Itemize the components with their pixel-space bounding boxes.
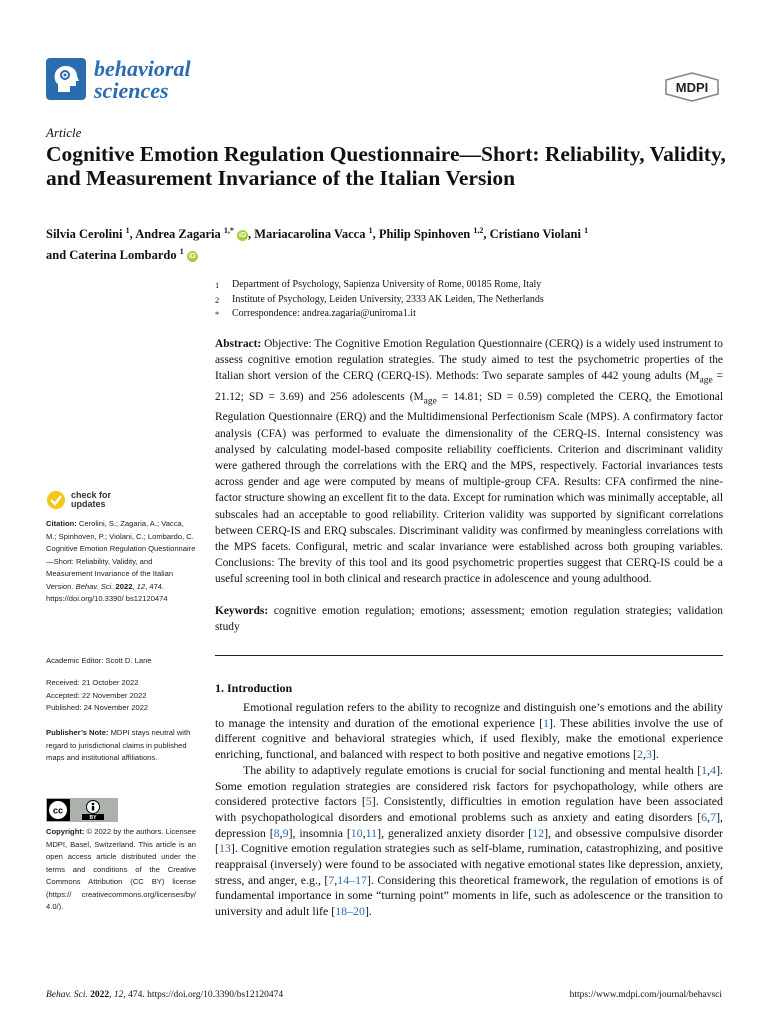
- affiliation-superscript: 1: [584, 226, 589, 235]
- citation-link[interactable]: 18–20: [335, 904, 365, 919]
- citation-link[interactable]: 3: [645, 747, 652, 762]
- author-name: Philip Spinhoven: [378, 227, 474, 242]
- author-separator: ,: [248, 227, 255, 242]
- journal-name-line2: sciences: [94, 78, 169, 103]
- author-name: Cristiano Violani: [489, 227, 585, 242]
- paragraph-text: ]. Considering this theoretical framework, the regulation of emotions is of fundamental importance in some “turning point” moments in life, such as adolescence or the transition to university and adult life [: [215, 872, 723, 919]
- affiliation-number: 1: [215, 280, 220, 290]
- paragraph-text: ,: [642, 747, 646, 762]
- paragraph-text: ,: [707, 762, 711, 777]
- citation-doi-link[interactable]: , 474. https://doi.org/10.3390/ bs12120474: [46, 581, 168, 603]
- paragraph-text: ,: [334, 872, 338, 887]
- journal-name-line1: behavioral: [94, 56, 191, 81]
- paragraph-text: Emotional regulation refers to the ability to recognize and distinguish one’s emotions and the ability to manage the intensity and duration of the emotional experience [: [215, 700, 723, 730]
- footer-journal-url[interactable]: https://www.mdpi.com/journal/behavsci: [569, 990, 722, 1000]
- introduction-body: [215, 700, 723, 920]
- received-date: Received: 21 October 2022: [46, 678, 139, 687]
- citation-link[interactable]: 11: [365, 825, 378, 840]
- paragraph-text: ]. Consistently, difficulties in emotion regulation have been associated with psychopathological disorders and emotional problems such as anxiety and eating disorders [: [215, 794, 723, 824]
- publisher-note: [46, 727, 196, 765]
- accepted-date: Accepted: 22 November 2022: [46, 690, 147, 700]
- affiliation-superscript: 1: [179, 247, 184, 257]
- paragraph-text: ]. Some emotion regulation strategies are considered risk factors for psychopathology, while others are considered protective factors [: [215, 762, 723, 809]
- citation-text: ,: [132, 581, 137, 591]
- affiliation-text: Institute of Psychology, Leiden University, 2333 AK Leiden, The Netherlands: [232, 293, 544, 305]
- abstract-text: = 14.81; SD = 0.59) completed the CERQ, the Emotional Regulation Questionnaire (ERQ) and the Multidimensional Perfectionism Scale (MPS). A confirmatory factor analysis (CFA) was performed to evaluate the dimensionality of the CERQ-IS. Internal consistency was analysed by calculating model-based composite reliability coefficients. Criterion and discriminant validity were gathered through the correlations with the ERQ and the MPS, respectively. Factorial invariances tests across gender and age were computed by means of multiple-group CFA. Results: CFA confirmed the nine-factor structure showing an excellent fit to the data. Except for rumination which was minimally acceptable, all subscales had an acceptable to good reliability. Criterion validity was supported by significant correlations between CERQ-IS and ERQ subscales. Discriminant validity was confirmed by meaningless correlations with the MPS facets. Configural, metric and scalar invariance were established across both grouping variables. Conclusions: The brevity of this tool and its good psychometric properties suggest that CERQ-IS could be a useful screening tool in both clinical and research practice in adolescence and young adulthood.: [215, 390, 723, 586]
- affiliation-number: 2: [215, 294, 220, 305]
- author-separator: ,: [483, 227, 490, 242]
- abstract-subscript: age: [699, 375, 713, 386]
- citation-link[interactable]: 7: [710, 809, 717, 824]
- author-list: [46, 222, 726, 264]
- orcid-icon[interactable]: iD: [239, 231, 246, 239]
- citation-link[interactable]: 13: [218, 841, 231, 856]
- journal-name: [94, 58, 191, 102]
- footer-text: ,: [109, 990, 114, 1000]
- citation-text: Cerolini, S.; Zagaria, A.; Vacca, M.; Spinhoven, P.; Violani, C.; Lombardo, C. Cognitive Emotion Regulation Questionnaire—Short: Reliability, Validity, and Measurement Invariance of the Italian Version.: [46, 519, 196, 591]
- check-updates-line: updates: [71, 499, 106, 509]
- check-updates-label: [71, 491, 111, 509]
- copyright-label: Copyright:: [46, 827, 85, 836]
- cc-badge-label: BY: [89, 815, 97, 821]
- keywords: [215, 603, 723, 635]
- citation-link[interactable]: 7: [328, 872, 335, 887]
- citation-link[interactable]: 5: [365, 794, 372, 809]
- copyright-text: © 2022 by the authors. Licensee MDPI, Basel, Switzerland. This article is an open access article distributed under the terms and conditions of the Creative Commons Attribution (CC BY) license (https:// creativecommons.org/licenses/by/ 4.0/).: [46, 827, 196, 911]
- paragraph-text: ,: [279, 825, 283, 840]
- academic-editor: Academic Editor: Scott D. Lane: [46, 656, 152, 665]
- affiliation-item: [215, 307, 725, 322]
- publisher-note-text: MDPI stays neutral with regard to jurisdictional claims in published maps and institutional affiliations.: [46, 728, 191, 762]
- paragraph-text: ], generalized anxiety disorder [: [377, 825, 533, 840]
- affiliation-number: *: [215, 309, 220, 319]
- footer-journal: Behav. Sci.: [46, 990, 88, 1000]
- abstract: [215, 336, 723, 588]
- citation-link[interactable]: 10: [350, 825, 363, 840]
- paragraph-text: ], insomnia [: [288, 825, 351, 840]
- citation-link[interactable]: 9: [282, 825, 289, 840]
- published-date: Published: 24 November 2022: [46, 703, 149, 712]
- citation-link[interactable]: 1: [701, 762, 708, 777]
- author-name: Mariacarolina Vacca: [254, 227, 369, 242]
- citation-link[interactable]: 8: [273, 825, 280, 840]
- keywords-label: Keywords:: [215, 605, 269, 617]
- orcid-icon[interactable]: iD: [188, 252, 196, 260]
- cc-by-license-icon[interactable]: [46, 798, 118, 822]
- abstract-text: Objective: The Cognitive Emotion Regulation Questionnaire (CERQ) is a widely used instrument to assess cognitive emotion regulation strategies. The study aimed to test the psychometric properties of the Italian short version of the CERQ (CERQ-IS). Methods: Two separate samples of 442 young adults (M: [215, 338, 723, 383]
- citation-link[interactable]: 1: [543, 715, 550, 730]
- author-line: [46, 243, 726, 264]
- abstract-text: = 21.12; SD = 3.69) and 256 adolescents (M: [215, 370, 723, 403]
- abstract-subscript: age: [423, 396, 437, 407]
- paragraph-text: ,: [362, 825, 366, 840]
- footer-doi-link[interactable]: , 474. https://doi.org/10.3390/bs12120474: [123, 990, 284, 1000]
- article-title: Cognitive Emotion Regulation Questionnaire—Short: Reliability, Validity, and Measurement Invariance of the Italian Version: [46, 142, 726, 190]
- check-updates-line: check for: [71, 490, 112, 500]
- paragraph-text: ]. These abilities involve the use of different cognitive and behavioral strategies which, if used flexibly, make the emotional experience enriching, functional, and balanced with respect to both positive and negative emotions [: [215, 715, 723, 762]
- citation-link[interactable]: 6: [701, 809, 708, 824]
- article-type: Article: [46, 125, 82, 140]
- author-separator: ,: [372, 227, 379, 242]
- publication-dates: [46, 677, 196, 715]
- paragraph-text: ].: [364, 904, 372, 919]
- intro-paragraph: [215, 700, 723, 763]
- paragraph-text: ], depression [: [215, 809, 723, 840]
- citation-link[interactable]: 4: [710, 762, 717, 777]
- paragraph-text: ]. Cognitive emotion regulation strategies such as self-blame, rumination, catastrophizing, and positive reappraisal (inversely) were found to be associated with negative emotional states like depression, anxiety, stress, and anger, e.g., [: [215, 841, 723, 887]
- affiliation-text: Department of Psychology, Sapienza University of Rome, 00185 Rome, Italy: [232, 279, 542, 290]
- check-for-updates-button[interactable]: [46, 490, 111, 510]
- affiliation-item: [215, 278, 725, 293]
- keywords-text: cognitive emotion regulation; emotions; assessment; emotion regulation strategies; validation study: [215, 605, 723, 634]
- publisher-note-label: Publisher’s Note:: [46, 728, 109, 737]
- author-name: and Caterina Lombardo: [46, 248, 180, 263]
- citation-link[interactable]: 14–17: [337, 872, 367, 887]
- mdpi-logo-icon: [664, 72, 720, 102]
- citation-link[interactable]: 2: [637, 747, 643, 762]
- author-name: Silvia Cerolini: [46, 227, 126, 242]
- paragraph-text: ,: [707, 809, 711, 824]
- footer-volume: 12: [113, 990, 124, 1000]
- author-name: Andrea Zagaria: [135, 227, 224, 242]
- citation-year: 2022: [113, 581, 133, 591]
- section-heading: 1. Introduction: [215, 681, 293, 695]
- affiliation-item: [215, 293, 725, 308]
- footer-year: 2022: [87, 990, 110, 1000]
- affiliation-text: Correspondence: andrea.zagaria@uniroma1.it: [232, 308, 416, 319]
- author-line: [46, 222, 726, 243]
- citation-journal: Behav. Sci.: [75, 581, 114, 591]
- affiliations: [215, 278, 725, 322]
- publisher-name: MDPI: [675, 80, 709, 95]
- intro-paragraph: [215, 763, 723, 920]
- author-separator: ,: [129, 227, 136, 242]
- paragraph-text: ], and obsessive compulsive disorder [: [215, 825, 724, 856]
- affiliation-superscript: 1,*: [223, 226, 234, 235]
- paragraph-text: ].: [651, 747, 659, 762]
- citation-link[interactable]: 12: [532, 825, 545, 840]
- check-updates-icon: [46, 490, 66, 510]
- copyright-notice: [46, 826, 196, 914]
- footer-citation: [46, 990, 283, 1000]
- abstract-label: Abstract:: [215, 338, 262, 350]
- affiliation-superscript: 1: [125, 226, 130, 235]
- affiliation-superscript: 1: [368, 226, 373, 235]
- citation-label: Citation:: [46, 519, 77, 528]
- section-divider: [215, 655, 723, 656]
- journal-logo-icon: [46, 58, 86, 100]
- citation: [46, 518, 196, 606]
- paragraph-text: The ability to adaptively regulate emotions is crucial for social functioning and mental health [: [243, 762, 702, 777]
- affiliation-superscript: 1,2: [473, 226, 484, 235]
- citation-volume: 12: [136, 581, 146, 591]
- svg-text:cc: cc: [52, 805, 64, 816]
